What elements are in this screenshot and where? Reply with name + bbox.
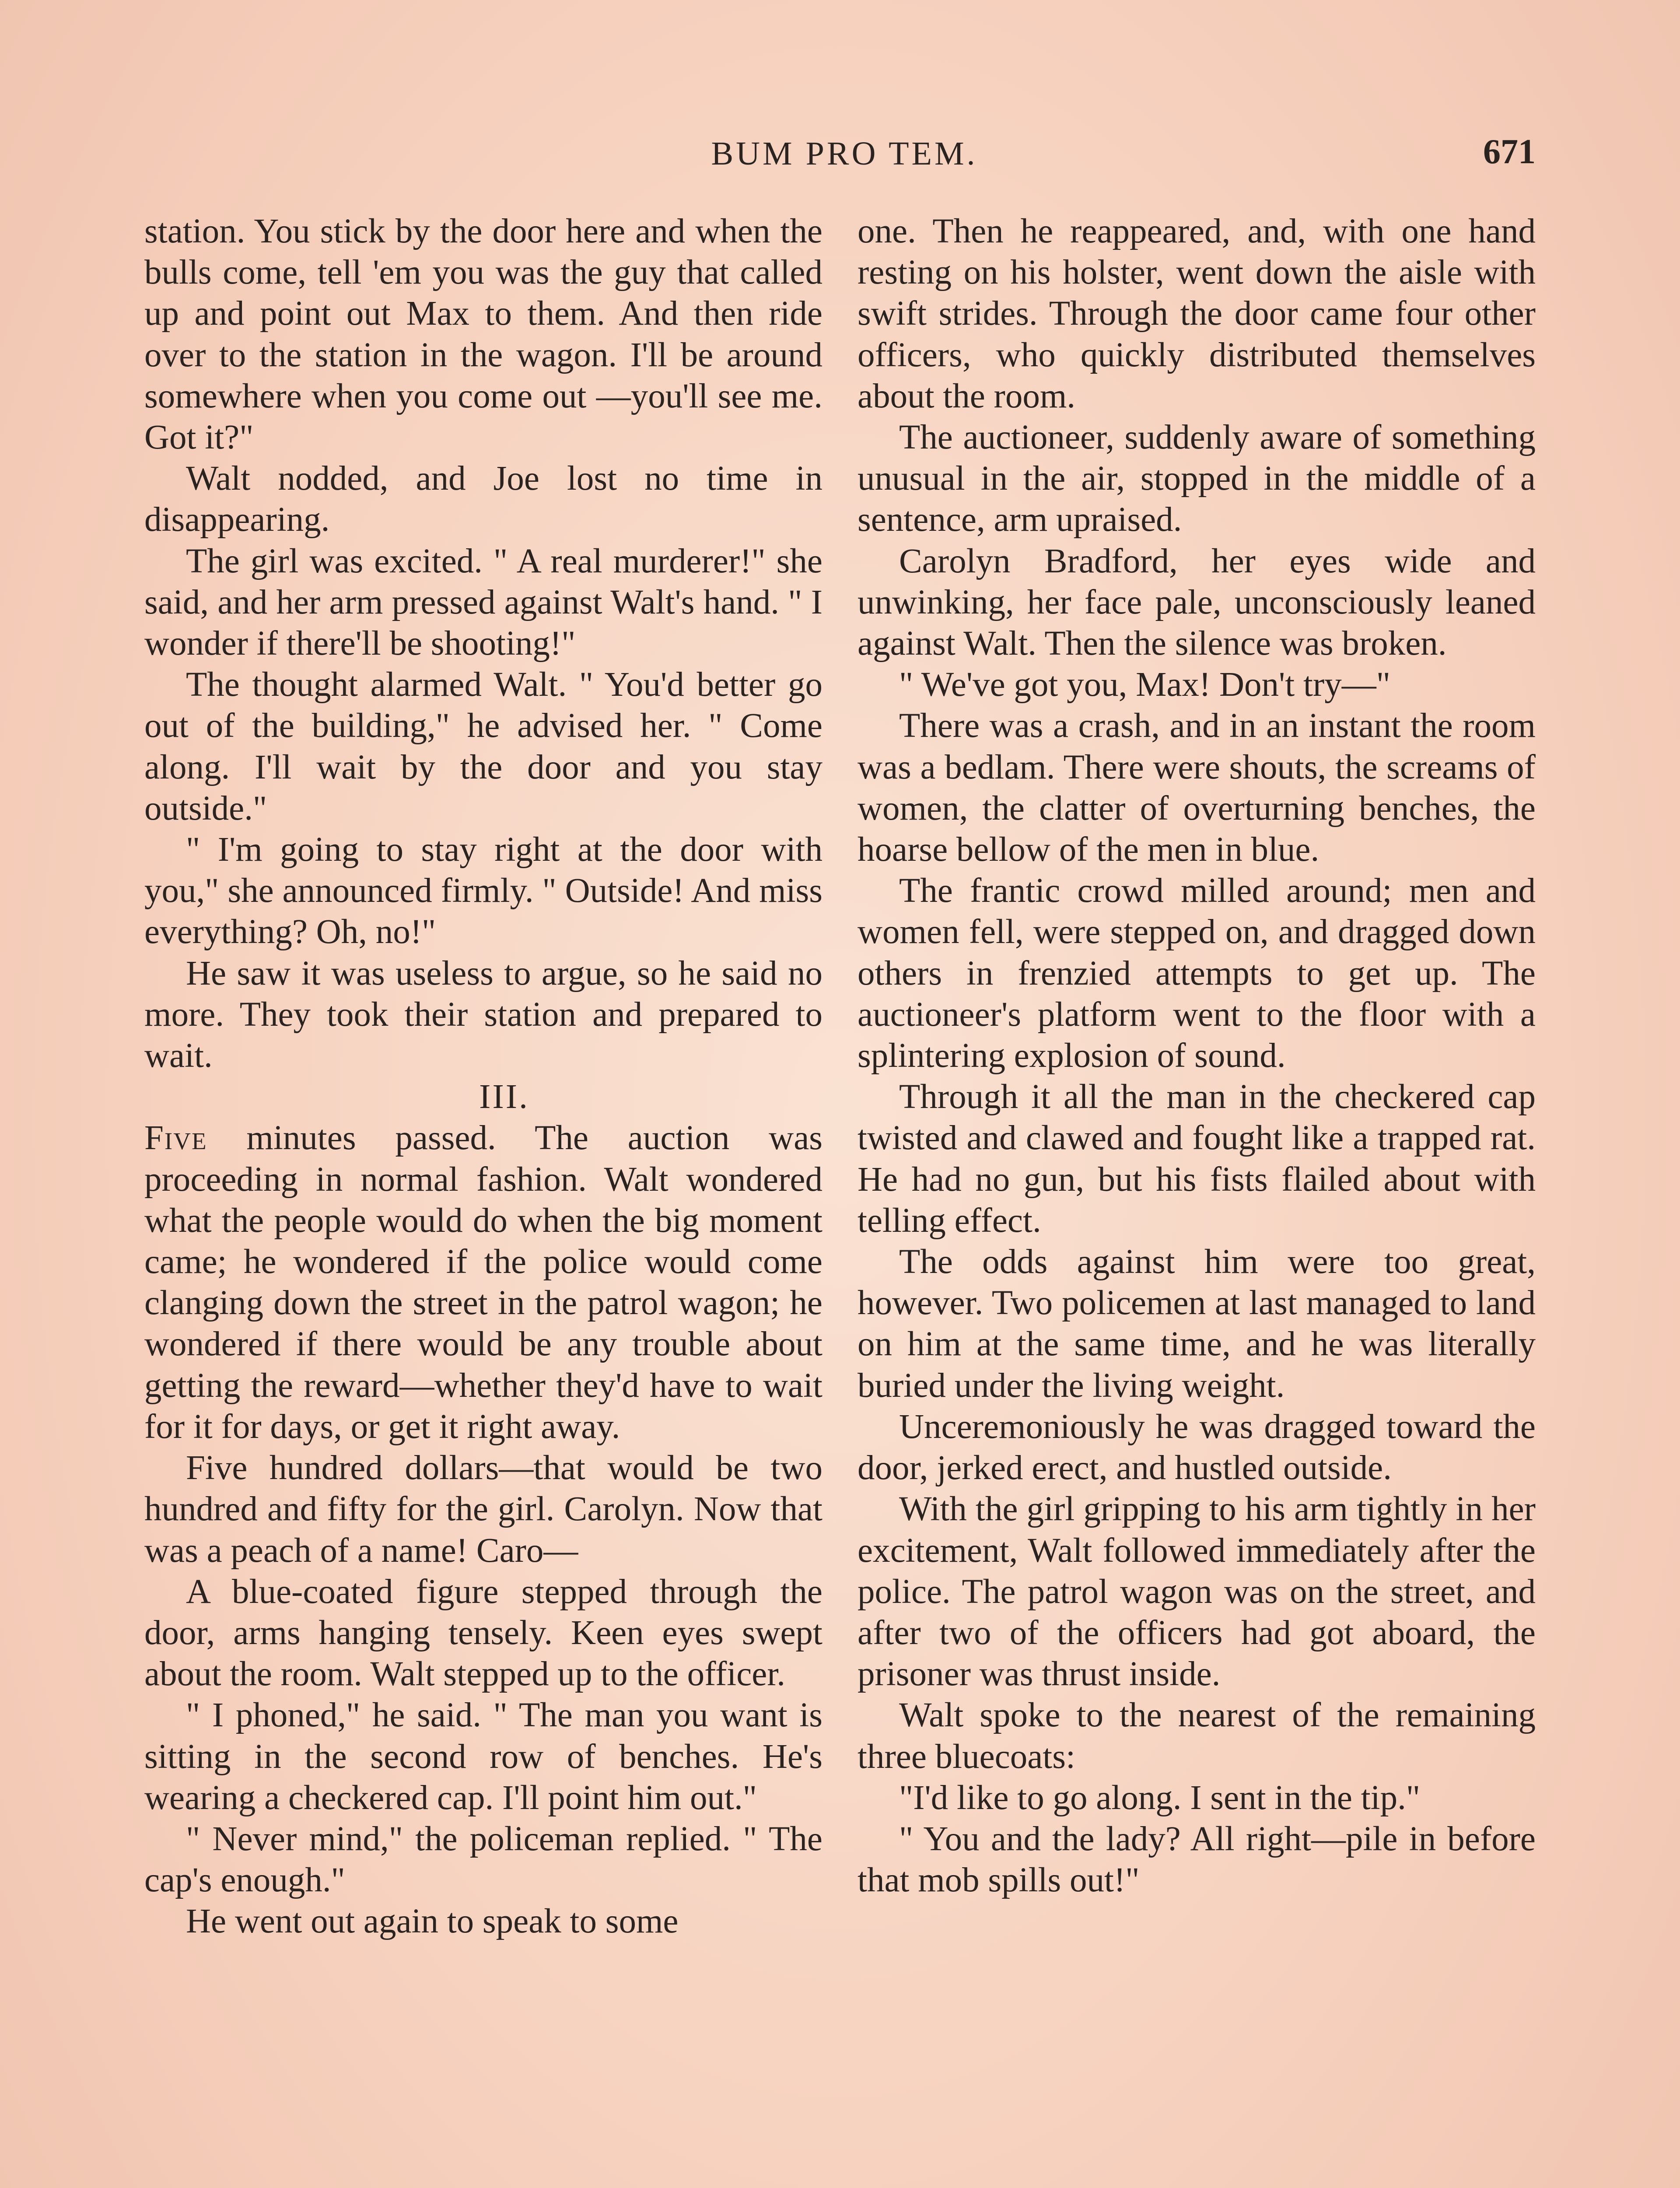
- paragraph: [144, 1118, 822, 1448]
- paragraph: "I'd like to go along. I sent in the tip.": [899, 1778, 1421, 1817]
- paragraph: " We've got you, Max! Don't try—": [899, 666, 1390, 704]
- paragraph-text: minutes passed. The auction was proceeding in normal fashion. Walt wondered what the people would do when the big moment came; he wondered if the police would come clanging down the street in the patrol wagon; he wondered if there would be any trouble about getting the reward—whether they'd have to wait for it for days, or get it right away.: [144, 1119, 822, 1446]
- paragraph: " You and the lady? All right—pile in before that mob spills out!": [858, 1820, 1536, 1900]
- paragraph: The odds against him were too great, however. Two policemen at last managed to land on him at the same time, and he was literally buried under the living weight.: [858, 1243, 1536, 1405]
- page-header: [144, 126, 1544, 179]
- paragraph: With the girl gripping to his arm tightly in her excitement, Walt followed immediately after the police. The patrol wagon was on the street, and after two of the officers had got aboard, the prisoner was thrust inside.: [858, 1490, 1536, 1694]
- paragraph: The girl was excited. " A real murderer!" she said, and her arm pressed against Walt's hand. " I wonder if there'll be shooting!": [144, 542, 822, 663]
- section-heading: III.: [479, 1078, 529, 1116]
- paragraph: " I'm going to stay right at the door with you," she announced firmly. " Outside! And miss everything? Oh, no!": [144, 831, 822, 951]
- paragraph: The thought alarmed Walt. " You'd better go out of the building," he advised her. " Come along. I'll wait by the door and you stay outside.": [144, 666, 822, 828]
- left-column: [144, 211, 822, 1943]
- paragraph: Five hundred dollars—that would be two hundred and fifty for the girl. Carolyn. Now that was a peach of a name! Caro—: [144, 1449, 822, 1570]
- paragraph: There was a crash, and in an instant the room was a bedlam. There were shouts, the screams of women, the clatter of overturning benches, the hoarse bellow of the men in blue.: [858, 707, 1536, 869]
- paragraph: Unceremoniously he was dragged toward the door, jerked erect, and hustled outside.: [858, 1407, 1536, 1487]
- paragraph: " Never mind," the policeman replied. " The cap's enough.": [144, 1820, 822, 1900]
- paragraph: one. Then he reappeared, and, with one hand resting on his holster, went down the aisle with swift strides. Through the door came four other officers, who quickly distributed themselves about the room.: [858, 212, 1536, 415]
- paragraph: Walt spoke to the nearest of the remaining three bluecoats:: [858, 1696, 1536, 1776]
- right-column: [858, 211, 1536, 1901]
- paragraph: Through it all the man in the checkered cap twisted and clawed and fought like a trapped rat. He had no gun, but his fists flailed about with telling effect.: [858, 1078, 1536, 1240]
- paragraph: The auctioneer, suddenly aware of something unusual in the air, stopped in the middle of a sentence, arm upraised.: [858, 418, 1536, 539]
- paragraph: He went out again to speak to some: [186, 1902, 679, 1941]
- paragraph: Carolyn Bradford, her eyes wide and unwinking, her face pale, unconsciously leaned against Walt. Then the silence was broken.: [858, 542, 1536, 663]
- paragraph: A blue-coated figure stepped through the door, arms hanging tensely. Keen eyes swept about the room. Walt stepped up to the officer.: [144, 1572, 822, 1694]
- page-number: 671: [1483, 133, 1536, 171]
- paragraph: He saw it was useless to argue, so he said no more. They took their station and prepared to wait.: [144, 954, 822, 1075]
- paragraph: station. You stick by the door here and when the bulls come, tell 'em you was the guy that called up and point out Max to them. And then ride over to the station in the wagon. I'll be around somewhere when you come out —you'll see me. Got it?": [144, 212, 822, 457]
- paragraph: Walt nodded, and Joe lost no time in disappearing.: [144, 459, 822, 539]
- paragraph: " I phoned," he said. " The man you want is sitting in the second row of benches. He's wearing a checkered cap. I'll point him out.": [144, 1696, 822, 1817]
- running-head: BUM PRO TEM.: [711, 135, 978, 172]
- paragraph: The frantic crowd milled around; men and women fell, were stepped on, and dragged down others in frenzied attempts to get up. The auctioneer's platform went to the floor with a splintering explosion of sound.: [858, 872, 1536, 1075]
- lead-in-word: Five: [144, 1119, 207, 1157]
